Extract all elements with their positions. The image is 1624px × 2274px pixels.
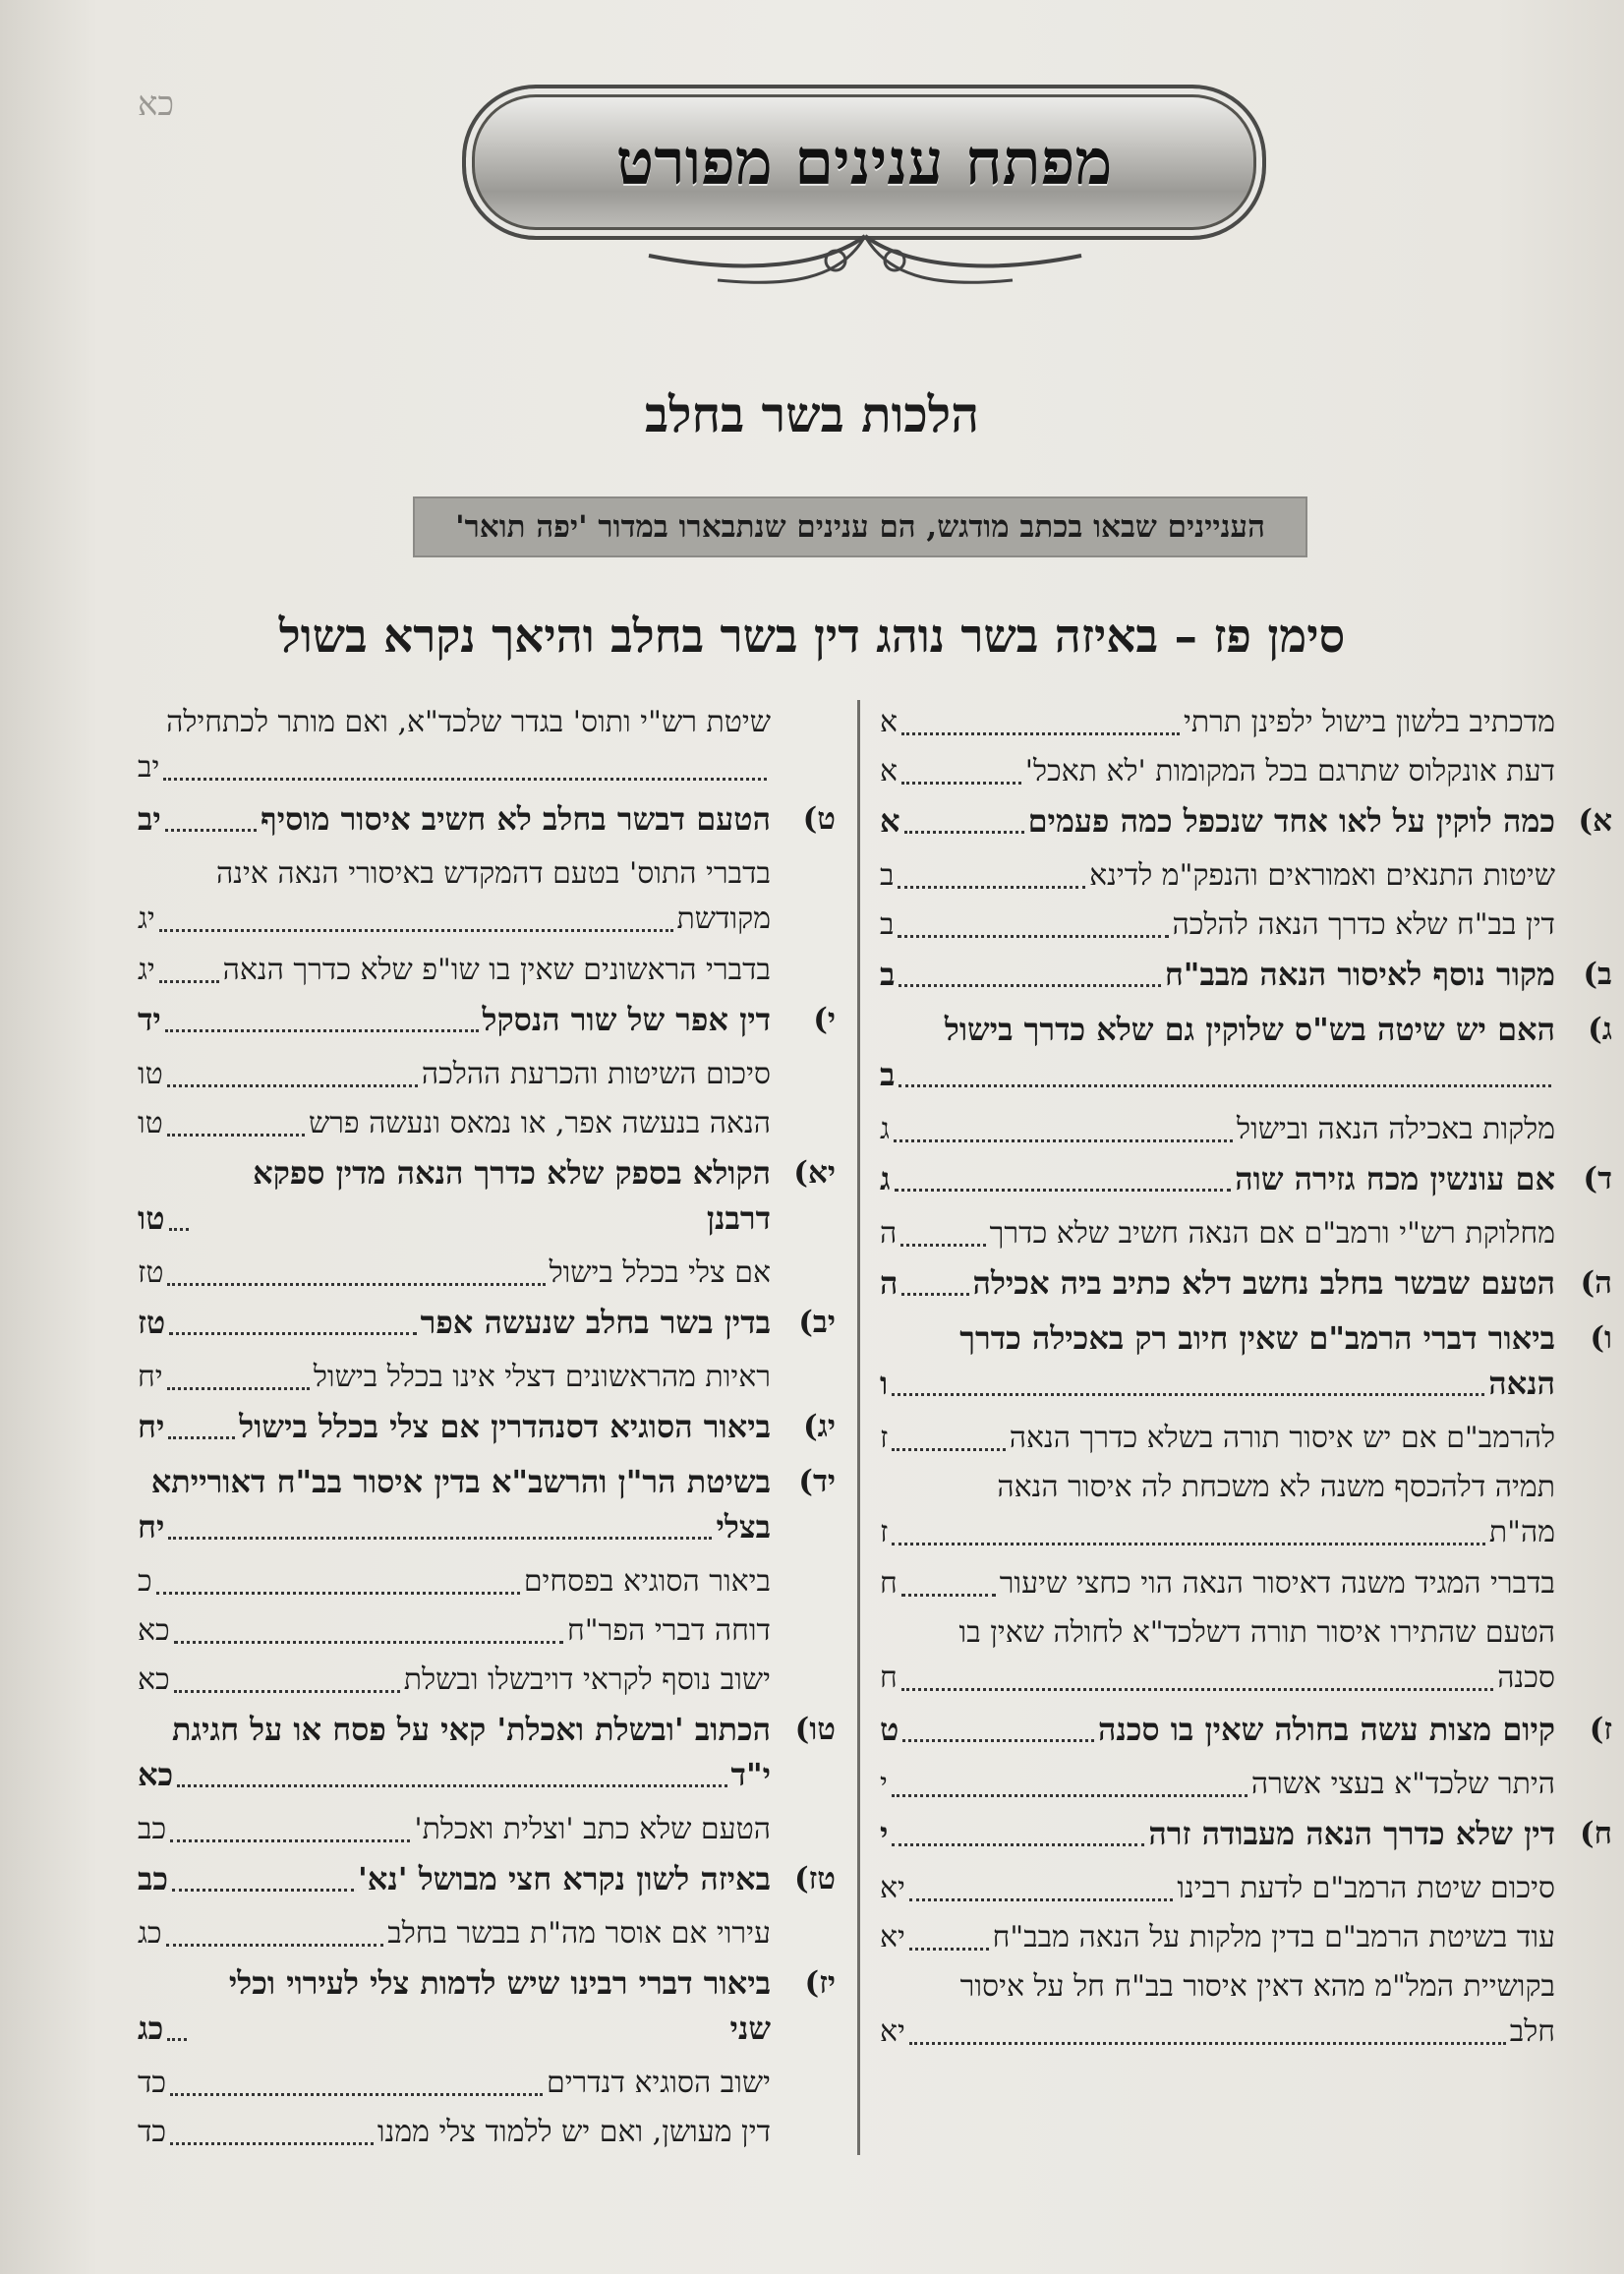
toc-main-entry bbox=[138, 1459, 836, 1549]
toc-sub-entry bbox=[138, 1052, 836, 1097]
dot-leader bbox=[166, 1944, 384, 1947]
toc-entry-text: הנאה bbox=[1488, 1365, 1555, 1402]
toc-sub-entry bbox=[138, 1101, 836, 1146]
dot-leader bbox=[900, 1244, 985, 1247]
toc-sub-entry bbox=[138, 1807, 836, 1852]
toc-line bbox=[880, 1052, 1555, 1097]
toc-page-ref: א bbox=[880, 705, 899, 739]
toc-line bbox=[138, 1355, 771, 1400]
toc-page-ref: ו bbox=[880, 1365, 889, 1402]
entry-letter: י) bbox=[813, 1002, 836, 1037]
toc-entry-text: באיזה לשון נקרא חצי מבושל 'נא' bbox=[358, 1860, 771, 1897]
toc-sub-entry bbox=[880, 903, 1612, 948]
toc-line bbox=[880, 1656, 1555, 1701]
legend-note bbox=[413, 496, 1307, 557]
toc-page-ref: א bbox=[880, 754, 899, 788]
toc-main-entry bbox=[138, 1960, 836, 2051]
toc-line bbox=[138, 1608, 771, 1654]
dot-leader bbox=[165, 829, 257, 832]
section-title: סימן פז – באיזה בשר נוהג דין בשר בחלב והיאך נקרא בשול bbox=[278, 610, 1346, 664]
toc-page-ref: יד bbox=[138, 1001, 161, 1038]
dot-leader bbox=[169, 1332, 416, 1335]
toc-line bbox=[880, 1211, 1555, 1256]
toc-page-ref: כב bbox=[138, 1812, 167, 1846]
toc-entry-text: אם צלי בכלל בישול bbox=[549, 1255, 771, 1290]
toc-page-ref: כא bbox=[138, 1756, 174, 1793]
toc-main-entry bbox=[880, 1260, 1612, 1306]
toc-page-ref: ג bbox=[880, 1160, 891, 1197]
toc-line bbox=[138, 1504, 771, 1549]
toc-line bbox=[880, 2010, 1555, 2055]
toc-sub-entry bbox=[880, 1964, 1612, 2055]
toc-line bbox=[138, 2061, 771, 2106]
dot-leader bbox=[167, 1134, 305, 1137]
toc-entry-text: הקולא בספק שלא כדרך הנאה מדין ספקא דרבנן bbox=[253, 1154, 771, 1237]
toc-sub-entry bbox=[138, 1608, 836, 1654]
toc-line bbox=[880, 1260, 1555, 1306]
entry-letter: טז) bbox=[793, 1861, 836, 1896]
toc-line bbox=[138, 1911, 771, 1956]
toc-sub-entry bbox=[138, 1251, 836, 1296]
toc-page-ref: יח bbox=[138, 1360, 163, 1394]
dot-leader bbox=[901, 732, 1180, 735]
dot-leader bbox=[898, 935, 1168, 938]
toc-entry-text: סיכום שיטת הרמב"ם לדעת רבינו bbox=[1177, 1871, 1555, 1905]
toc-entry-text: בצלי bbox=[716, 1508, 771, 1545]
toc-entry-text: בקושיית המל"מ מהא דאין איסור בב"ח חל על איסור bbox=[959, 1969, 1555, 2004]
dot-leader bbox=[902, 1739, 1094, 1742]
toc-line bbox=[138, 1807, 771, 1852]
toc-sub-entry bbox=[880, 853, 1612, 899]
toc-page-ref: יב bbox=[138, 750, 160, 785]
toc-page-ref: יא bbox=[880, 2014, 905, 2049]
flourish-ornament-icon bbox=[609, 226, 1121, 295]
toc-line bbox=[138, 1856, 771, 1901]
toc-entry-text: בדברי המגיד משנה דאיסור הנאה הוי כחצי שיעור bbox=[999, 1566, 1555, 1601]
dot-leader bbox=[895, 1189, 1232, 1192]
dot-leader bbox=[174, 1690, 400, 1693]
toc-page-ref: א bbox=[880, 802, 900, 840]
toc-page-ref: יא bbox=[880, 1920, 905, 1954]
entry-letter: יב) bbox=[798, 1305, 836, 1340]
toc-sub-entry bbox=[880, 1915, 1612, 1960]
toc-entry-text: מקור נוסף לאיסור הנאה מבב"ח bbox=[1164, 956, 1555, 993]
entry-letter: ד) bbox=[1583, 1161, 1612, 1196]
toc-entry-text: מה"ת bbox=[1488, 1515, 1555, 1549]
page-number: כא bbox=[138, 85, 175, 124]
toc-sub-entry bbox=[138, 1658, 836, 1703]
toc-line bbox=[138, 2110, 771, 2155]
toc-sub-entry bbox=[138, 851, 836, 942]
toc-sub-entry bbox=[880, 1416, 1612, 1461]
toc-entry-text: קיום מצות עשה בחולה שאין בו סכנה bbox=[1097, 1711, 1555, 1748]
toc-line bbox=[138, 948, 771, 993]
toc-line bbox=[880, 1762, 1555, 1807]
toc-entry-text: ביאור הסוגיא בפסחים bbox=[523, 1564, 771, 1599]
dot-leader bbox=[901, 1594, 996, 1597]
toc-page-ref: כ bbox=[138, 1564, 152, 1599]
toc-entry-text: הטעם שהתירו איסור תורה דשלכד"א לחולה שאין בו bbox=[958, 1615, 1555, 1650]
toc-line bbox=[880, 952, 1555, 997]
toc-entry-text: ישוב הסוגיא דנדרים bbox=[546, 2066, 771, 2100]
toc-sub-entry bbox=[880, 700, 1612, 745]
toc-line bbox=[880, 1811, 1555, 1856]
toc-entry-text: ראיות מהראשונים דצלי אינו בכלל בישול bbox=[313, 1360, 771, 1394]
toc-main-entry bbox=[138, 1300, 836, 1345]
toc-main-entry bbox=[138, 997, 836, 1042]
toc-page-ref: טז bbox=[138, 1255, 164, 1290]
toc-main-entry bbox=[138, 1856, 836, 1901]
toc-entry-text: בשיטת הר"ן והרשב"א בדין איסור בב"ח דאורייתא bbox=[150, 1463, 771, 1500]
toc-main-entry bbox=[138, 1404, 836, 1449]
toc-entry-text: מלקות באכילה הנאה ובישול bbox=[1237, 1112, 1555, 1146]
toc-entry-text: בדברי התוס' בטעם דהמקדש באיסורי הנאה אינה bbox=[216, 856, 771, 891]
toc-sub-entry bbox=[138, 1911, 836, 1956]
toc-entry-text: ביאור הסוגיא דסנהדרין אם צלי בכלל בישול bbox=[239, 1408, 771, 1445]
dot-leader bbox=[904, 831, 1024, 834]
toc-sub-entry bbox=[138, 948, 836, 993]
toc-line bbox=[880, 1915, 1555, 1960]
toc-sub-entry bbox=[880, 1107, 1612, 1152]
toc-sub-entry bbox=[880, 1561, 1612, 1606]
toc-page-ref: ג bbox=[880, 1112, 890, 1146]
toc-entry-text: סיכום השיטות והכרעת ההלכה bbox=[421, 1057, 771, 1091]
toc-entry-text: הטעם שלא כתב 'וצלית ואכלת' bbox=[414, 1812, 771, 1846]
dot-leader bbox=[909, 1898, 1173, 1901]
toc-line bbox=[138, 1658, 771, 1703]
toc-entry-text: הטעם שבשר בחלב נחשב דלא כתיב ביה אכילה bbox=[972, 1264, 1555, 1302]
dot-leader bbox=[169, 1228, 189, 1231]
toc-page-ref: ז bbox=[880, 1515, 889, 1549]
toc-sub-entry bbox=[138, 700, 836, 790]
dot-leader bbox=[892, 1393, 1484, 1396]
toc-page-ref: יג bbox=[138, 953, 155, 987]
entry-letter: יז) bbox=[804, 1965, 836, 2001]
toc-page-ref: ה bbox=[880, 1264, 899, 1302]
toc-line bbox=[880, 1561, 1555, 1606]
toc-sub-entry bbox=[880, 1762, 1612, 1807]
dot-leader bbox=[892, 1843, 1144, 1846]
toc-main-entry bbox=[880, 1315, 1612, 1406]
entry-letter: יג) bbox=[802, 1409, 836, 1444]
toc-line bbox=[138, 1960, 771, 2051]
legend-note-text: העניינים שבאו בכתב מודגש, הם ענינים שנתבארו במדור 'יפה תואר' bbox=[455, 509, 1265, 545]
toc-sub-entry bbox=[138, 2061, 836, 2106]
toc-entry-text: חלב bbox=[1509, 2014, 1555, 2049]
toc-sub-entry bbox=[880, 1866, 1612, 1911]
toc-line bbox=[138, 1052, 771, 1097]
toc-entry-text: בדין בשר בחלב שנעשה אפר bbox=[420, 1304, 771, 1341]
entry-letter: ז) bbox=[1589, 1712, 1612, 1747]
toc-line bbox=[138, 796, 771, 842]
toc-page-ref: ה bbox=[880, 1216, 898, 1251]
dot-leader bbox=[168, 1436, 235, 1439]
toc-entry-text: בדברי הראשונים שאין בו שו"פ שלא כדרך הנאה bbox=[222, 953, 771, 987]
dot-leader bbox=[177, 1784, 726, 1787]
toc-sub-entry bbox=[880, 1610, 1612, 1701]
toc-line bbox=[138, 1150, 771, 1241]
toc-sub-entry bbox=[138, 1559, 836, 1604]
toc-entry-text: ביאור דברי הרמב"ם שאין חיוב רק באכילה כדרך bbox=[959, 1319, 1555, 1357]
toc-entry-text: דין אפר של שור הנסקל bbox=[482, 1001, 771, 1038]
toc-line bbox=[880, 700, 1555, 745]
toc-page-ref: י bbox=[880, 1815, 889, 1852]
toc-entry-text: עירוי אם אוסר מה"ת בבשר בחלב bbox=[387, 1916, 771, 1951]
toc-line bbox=[880, 798, 1555, 844]
entry-letter: ט) bbox=[802, 801, 836, 837]
toc-entry-text: דין בב"ח שלא כדרך הנאה להלכה bbox=[1172, 907, 1555, 942]
toc-line bbox=[138, 1752, 771, 1797]
toc-main-entry bbox=[880, 1007, 1612, 1097]
dot-leader bbox=[170, 1839, 410, 1842]
dot-leader bbox=[909, 1948, 989, 1951]
toc-line bbox=[138, 1300, 771, 1345]
toc-entry-text: שיטות התנאים ואמוראים והנפק"מ לדינא bbox=[1089, 858, 1555, 893]
toc-entry-text: דעת אונקלוס שתרגם בכל המקומות 'לא תאכל' bbox=[1024, 754, 1555, 788]
toc-entry-text: היתר שלכד"א בעצי אשרה bbox=[1250, 1767, 1555, 1801]
toc-line bbox=[138, 997, 771, 1042]
dot-leader bbox=[892, 1794, 1247, 1797]
toc-main-entry bbox=[880, 1707, 1612, 1752]
dot-leader bbox=[174, 1641, 563, 1644]
toc-page-ref: כא bbox=[138, 1613, 170, 1648]
toc-page-ref: כג bbox=[138, 2010, 164, 2047]
toc-line bbox=[138, 1101, 771, 1146]
toc-entry-text: י"ד bbox=[730, 1756, 771, 1793]
dot-leader bbox=[167, 1084, 418, 1087]
toc-line bbox=[880, 749, 1555, 794]
toc-line bbox=[880, 1866, 1555, 1911]
toc-page-ref: כג bbox=[138, 1916, 162, 1951]
dot-leader bbox=[159, 980, 219, 983]
dot-leader bbox=[165, 1029, 479, 1032]
toc-line bbox=[138, 1404, 771, 1449]
toc-page-ref: ב bbox=[880, 907, 895, 942]
toc-page-ref: כב bbox=[138, 1860, 169, 1897]
toc-line bbox=[880, 1707, 1555, 1752]
toc-page-ref: טז bbox=[138, 1304, 166, 1341]
toc-entry-text: הטעם דבשר בחלב לא חשיב איסור מוסיף bbox=[261, 800, 771, 838]
dot-leader bbox=[898, 886, 1085, 889]
toc-page-ref: כד bbox=[138, 2066, 167, 2100]
dot-leader bbox=[167, 1387, 310, 1390]
toc-page-ref: יח bbox=[138, 1508, 165, 1545]
toc-entry-text: ביאור דברי רבינו שיש לדמות צלי לעירוי וכלי שני bbox=[228, 1964, 771, 2047]
toc-page-ref: ב bbox=[880, 858, 895, 893]
toc-page-ref: יח bbox=[138, 1408, 165, 1445]
toc-entry-text: ישוב נוסף לקראי דויבשלו ובשלת bbox=[403, 1662, 771, 1697]
toc-page-ref: יג bbox=[138, 902, 155, 936]
toc-sub-entry bbox=[880, 1465, 1612, 1555]
toc-sub-entry bbox=[138, 1355, 836, 1400]
main-title: הלכות בשר בחלב bbox=[645, 385, 979, 443]
toc-main-entry bbox=[880, 1156, 1612, 1201]
toc-entry-text: מחלוקת רש"י ורמב"ם אם הנאה חשיב שלא כדרך bbox=[989, 1216, 1555, 1251]
dot-leader bbox=[167, 2038, 187, 2041]
toc-line bbox=[880, 1361, 1555, 1406]
toc-page-ref: טו bbox=[138, 1057, 163, 1091]
entry-letter: ה) bbox=[1580, 1265, 1612, 1301]
toc-page-ref: טו bbox=[138, 1106, 163, 1140]
toc-entry-text: תמיה דלהכסף משנה לא משכחת לה איסור הנאה bbox=[997, 1470, 1555, 1504]
entry-letter: טו) bbox=[794, 1712, 836, 1747]
banner-title: מפתח ענינים מפורט bbox=[615, 125, 1113, 200]
toc-entry-text: הכתוב 'ובשלת ואכלת' קאי על פסח או על חגיגת bbox=[172, 1711, 771, 1748]
dot-leader bbox=[892, 1448, 1005, 1451]
dot-leader bbox=[899, 1084, 1551, 1087]
toc-line bbox=[880, 903, 1555, 948]
toc-main-entry bbox=[138, 1150, 836, 1241]
toc-entry-text: סכנה bbox=[1497, 1661, 1555, 1695]
entry-letter: ג) bbox=[1588, 1012, 1612, 1047]
dot-leader bbox=[156, 1592, 520, 1595]
dot-leader bbox=[167, 1283, 545, 1286]
toc-line bbox=[880, 1107, 1555, 1152]
entry-letter: יא) bbox=[793, 1155, 836, 1191]
dot-leader bbox=[894, 1139, 1233, 1142]
entry-letter: ב) bbox=[1583, 957, 1612, 992]
toc-entry-text: עוד בשיטת הרמב"ם בדין מלקות על הנאה מבב"ח bbox=[992, 1920, 1555, 1954]
toc-sub-entry bbox=[138, 2110, 836, 2155]
toc-page-ref: ב bbox=[880, 956, 896, 993]
dot-leader bbox=[909, 2042, 1506, 2045]
toc-main-entry bbox=[880, 1811, 1612, 1856]
toc-page-ref: ח bbox=[880, 1661, 898, 1695]
left-column bbox=[138, 700, 836, 2159]
toc-entry-text: האם יש שיטה בש"ס שלוקין גם שלא כדרך בישול bbox=[944, 1011, 1555, 1048]
toc-main-entry bbox=[880, 952, 1612, 997]
toc-page-ref: יא bbox=[880, 1871, 905, 1905]
dot-leader bbox=[899, 984, 1160, 987]
dot-leader bbox=[901, 782, 1021, 785]
toc-line bbox=[138, 1251, 771, 1296]
toc-line bbox=[138, 897, 771, 942]
dot-leader bbox=[901, 1688, 1493, 1691]
entry-letter: יד) bbox=[798, 1464, 836, 1499]
toc-main-entry bbox=[880, 798, 1612, 844]
toc-page-ref: יב bbox=[138, 800, 161, 838]
toc-page-ref: כד bbox=[138, 2115, 167, 2149]
toc-page-ref: ז bbox=[880, 1421, 889, 1455]
toc-page-ref: י bbox=[880, 1767, 888, 1801]
dot-leader bbox=[892, 1543, 1484, 1545]
entry-letter: ו) bbox=[1590, 1320, 1612, 1356]
entry-letter: א) bbox=[1578, 803, 1612, 839]
dot-leader bbox=[172, 1889, 354, 1892]
toc-page-ref: ט bbox=[880, 1711, 899, 1748]
toc-entry-text: דין מעושן, ואם יש ללמוד צלי ממנו bbox=[377, 2115, 771, 2149]
toc-entry-text: כמה לוקין על לאו אחד שנכפל כמה פעמים bbox=[1027, 802, 1555, 840]
toc-page-ref: ב bbox=[880, 1056, 896, 1093]
toc-entry-text: מקודשת bbox=[676, 902, 771, 936]
toc-entry-text: מדכתיב בלשון בישול ילפינן תרתי bbox=[1183, 705, 1555, 739]
toc-line bbox=[880, 1156, 1555, 1201]
toc-line bbox=[880, 1510, 1555, 1555]
toc-entry-text: הנאה בנעשה אפר, או נמאס ונעשה פרש bbox=[308, 1106, 771, 1140]
toc-page-ref: כא bbox=[138, 1662, 170, 1697]
dot-leader bbox=[901, 1293, 968, 1296]
toc-entry-text: דין שלא כדרך הנאה מעבודה זרה bbox=[1148, 1815, 1555, 1852]
toc-entry-text: שיטת רש"י ותוס' בגדר שלכד"א, ואם מותר לכתחילה bbox=[166, 705, 771, 739]
toc-line bbox=[138, 1559, 771, 1604]
dot-leader bbox=[170, 2142, 374, 2145]
column-divider bbox=[857, 700, 860, 2155]
toc-sub-entry bbox=[880, 749, 1612, 794]
toc-entry-text: דוחה דברי הפר"ח bbox=[567, 1613, 771, 1648]
right-column bbox=[880, 700, 1612, 2061]
toc-main-entry bbox=[138, 1707, 836, 1797]
toc-entry-text: להרמב"ם אם יש איסור תורה בשלא כדרך הנאה bbox=[1009, 1421, 1555, 1455]
toc-sub-entry bbox=[880, 1211, 1612, 1256]
toc-line bbox=[138, 745, 771, 790]
entry-letter: ח) bbox=[1579, 1816, 1612, 1851]
dot-leader bbox=[163, 778, 767, 781]
title-banner bbox=[462, 85, 1266, 240]
toc-entry-text: אם עונשין מכח גזירה שוה bbox=[1235, 1160, 1555, 1197]
toc-main-entry bbox=[138, 796, 836, 842]
toc-line bbox=[880, 1416, 1555, 1461]
dot-leader bbox=[170, 2093, 543, 2096]
toc-page-ref: ח bbox=[880, 1566, 898, 1601]
toc-page-ref: טו bbox=[138, 1199, 165, 1237]
toc-line bbox=[880, 853, 1555, 899]
dot-leader bbox=[168, 1537, 712, 1540]
dot-leader bbox=[159, 929, 673, 932]
